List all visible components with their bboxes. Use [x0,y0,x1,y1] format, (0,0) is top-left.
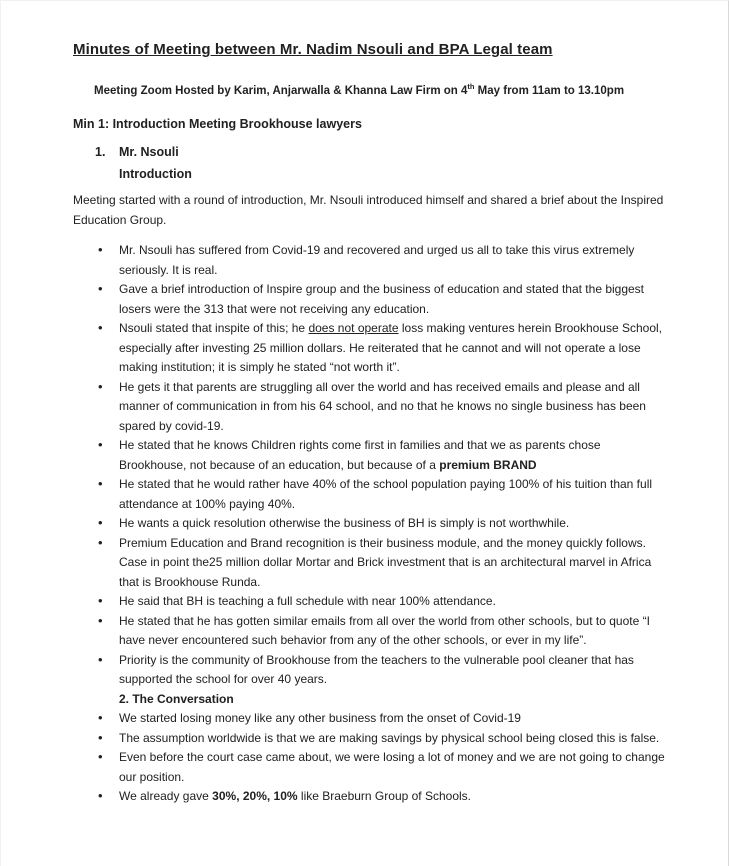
bullet-item [73,651,670,690]
bullet-text-segment: Priority is the community of Brookhouse from the teachers to the vulnerable pool cleaner that has supported the school for over 40 years. [119,652,634,686]
bullet-item [73,378,670,437]
conversation-heading: 2. The Conversation [119,691,234,706]
section-heading-min1: Min 1: Introduction Meeting Brookhouse lawyers [73,117,362,131]
bullet-text-segment: He said that BH is teaching a full schedule with near 100% attendance. [119,594,496,608]
bullet-item [73,514,670,534]
bullet-item [73,787,670,807]
bullet-text-segment: Mr. Nsouli has suffered from Covid-19 and recovered and urged us all to take this virus extremely seriously. It is real. [119,243,635,277]
bullet-text-segment: He stated that he has gotten similar emails from all over the world from other schools, but to quote “I have never encountered such behavior from any of the other schools, or ever in my life”. [119,613,650,647]
bullet-text-segment: The assumption worldwide is that we are making savings by physical school being closed this is false. [119,730,660,745]
bullet-item [73,534,670,593]
bullet-text-segment: He gets it that parents are struggling all over the world and has received emails and please and all manner of communication in from his 64 school, and no that he knows no single business has been spared by covid-19. [119,379,646,433]
numbered-item-body [119,142,192,185]
bullet-item [73,241,670,280]
bullet-item [73,319,670,378]
bullet-item [73,612,670,651]
meeting-subtitle-text: Meeting Zoom Hosted by Karim, Anjarwalla & Khanna Law Firm on 4 [94,85,468,97]
document-title: Minutes of Meeting between Mr. Nadim Nsouli and BPA Legal team [73,41,553,58]
bullet-list-conversation [73,709,670,807]
bullet-item [73,748,670,787]
numbered-item [73,142,670,185]
bullet-item [73,709,670,729]
bullet-text-segment: 30%, 20%, 10% [212,789,298,803]
bullet-item [73,436,670,475]
intro-paragraph: Meeting started with a round of introduction, Mr. Nsouli introduced himself and shared a brief about the Inspired Education Group. [73,193,664,227]
bullet-text-segment: He stated that he knows Children rights come first in families and that we as parents chose Brookhouse, not because of an education, but because of a [119,438,601,472]
list-number: 1. [95,145,106,159]
bullet-text-segment: He stated that he would rather have 40% of the school population paying 100% of his tuition than full attendance at 100% paying 40%. [119,477,653,511]
bullet-text-segment: Even before the court case came about, we were losing a lot of money and we are not going to change our position. [119,750,665,784]
bullet-text-segment: Premium Education and Brand recognition is their business module, and the money quickly follows. Case in point the25 million dollar Mortar and Brick investment that is an architectural marvel in Africa that is Brookhouse Runda. [119,535,652,589]
ordinal-superscript: th [467,82,475,92]
bullet-item [73,592,670,612]
bullet-list-introduction [73,241,670,690]
bullet-text-segment: like Braeburn Group of Schools. [297,789,471,803]
meeting-subtitle-tail: May from 11am to 13.10pm [474,85,625,97]
meeting-subtitle [94,84,670,99]
bullet-text-segment: premium BRAND [439,457,537,472]
bullet-text-segment: loss making ventures herein Brookhouse School, especially after investing 25 million dollars. He reiterated that he cannot and will not operate a lose making institution; it is simply he stated “not worth it”. [119,321,663,374]
bullet-text-segment: We started losing money like any other business from the onset of Covid-19 [119,711,521,725]
bullet-item [73,729,670,749]
bullet-text-segment: does not operate [308,321,399,335]
bullet-item [73,475,670,514]
speaker-name: Mr. Nsouli [119,145,179,159]
bullet-text-segment: We already gave [119,789,213,803]
bullet-text-segment: Nsouli stated that inspite of this; he [119,321,309,335]
introduction-subheading: Introduction [119,166,192,181]
bullet-item [73,280,670,319]
bullet-text-segment: He wants a quick resolution otherwise the business of BH is simply is not worthwhile. [119,516,570,530]
bullet-text-segment: Gave a brief introduction of Inspire group and the business of education and stated that the biggest losers were the 313 that were not receiving any education. [119,282,645,316]
